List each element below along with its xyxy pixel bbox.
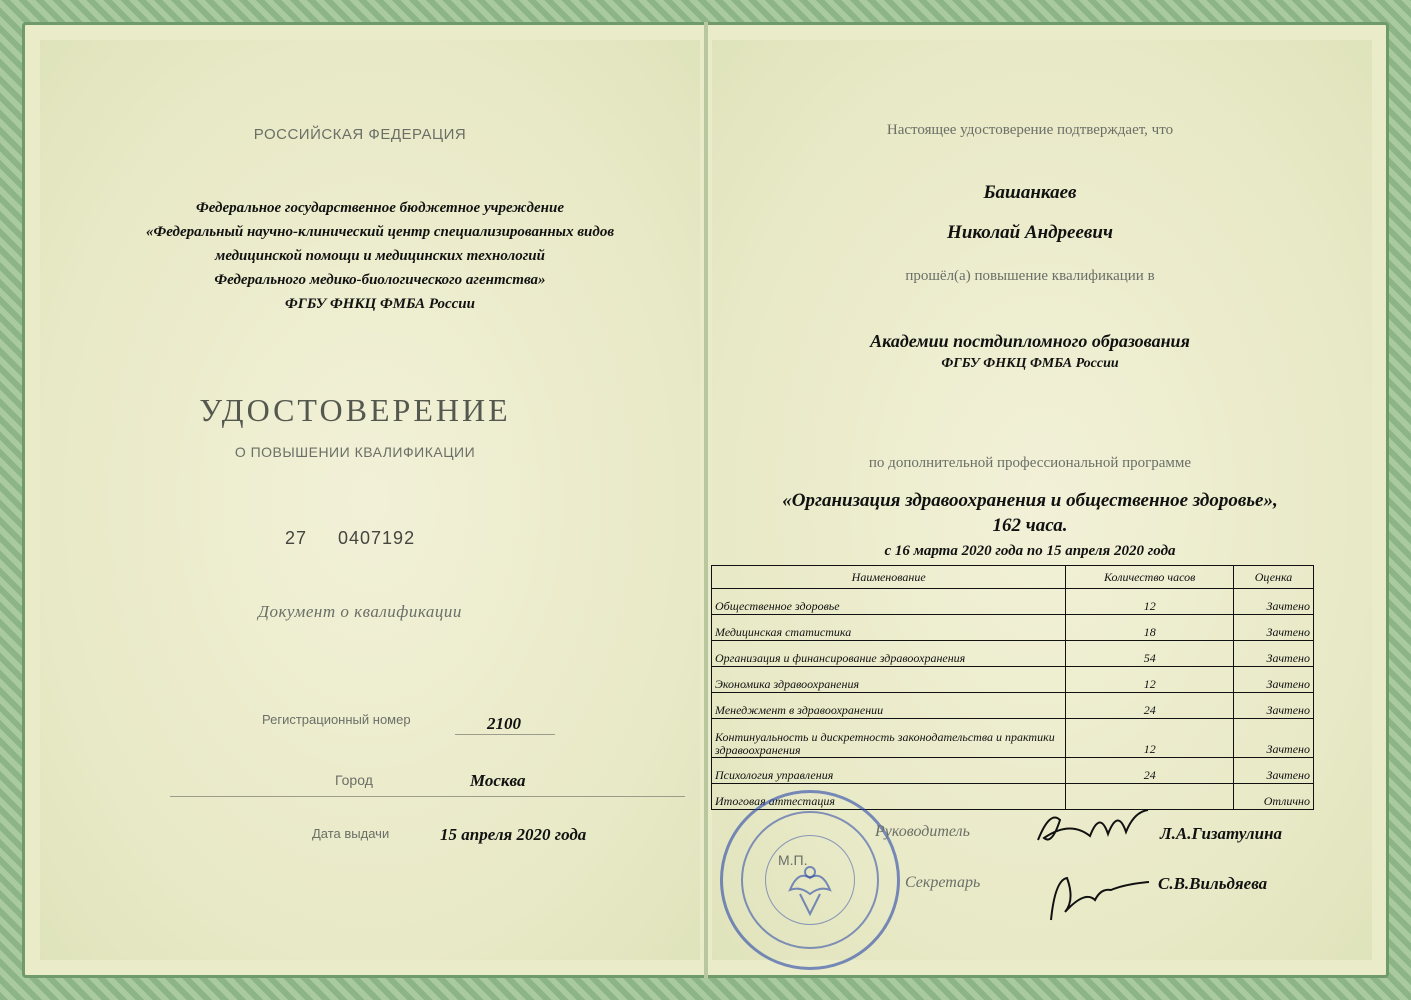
subject-grade: Зачтено (1234, 719, 1314, 758)
institution-line: медицинской помощи и медицинских технологий (215, 248, 545, 264)
secretary-signature-icon (1045, 860, 1155, 930)
subject-hours: 12 (1066, 589, 1234, 615)
program-hours: 162 часа. (992, 515, 1068, 536)
document-series: 27 (285, 528, 308, 548)
table-row (712, 758, 1314, 784)
subject-name: Экономика здравоохранения (712, 667, 1066, 693)
organization-line-2: ФГБУ ФНКЦ ФМБА России (941, 356, 1119, 371)
table-row (712, 589, 1314, 615)
official-seal (720, 790, 900, 970)
institution-line: «Федеральный научно-клинический центр специализированных видов (145, 224, 615, 240)
country-heading: РОССИЙСКАЯ ФЕДЕРАЦИЯ (253, 126, 467, 143)
subject-name: Общественное здоровье (712, 589, 1066, 615)
document-subtitle: О ПОВЫШЕНИИ КВАЛИФИКАЦИИ (234, 444, 476, 460)
subject-name: Медицинская статистика (712, 615, 1066, 641)
registration-number: 2100 (487, 714, 521, 733)
table-header-row (712, 566, 1314, 589)
subjects-table (711, 565, 1314, 810)
table-row (712, 641, 1314, 667)
program-period: с 16 марта 2020 года по 15 апреля 2020 года (884, 543, 1176, 559)
table-row (712, 667, 1314, 693)
table-row (712, 615, 1314, 641)
subject-grade: Зачтено (1234, 641, 1314, 667)
passed-text: прошёл(а) повышение квалификации в (905, 268, 1155, 284)
column-header-name: Наименование (712, 566, 1066, 589)
institution-line: Федеральное государственное бюджетное учреждение (196, 200, 564, 216)
issue-date-value: 15 апреля 2020 года (440, 825, 587, 844)
institution-line: ФГБУ ФНКЦ ФМБА России (285, 296, 475, 312)
institution-line: Федерального медико-биологического агентства» (214, 272, 546, 288)
document-title: УДОСТОВЕРЕНИЕ (199, 392, 511, 428)
subject-grade: Отлично (1234, 784, 1314, 810)
table-row (712, 693, 1314, 719)
column-header-hours: Количество часов (1066, 566, 1234, 589)
subject-grade: Зачтено (1234, 615, 1314, 641)
city-label: Город (335, 772, 373, 788)
table-row (712, 719, 1314, 758)
secretary-name: С.В.Вильдяева (1158, 874, 1268, 893)
head-signature-icon (1030, 800, 1160, 860)
city-underline (170, 796, 685, 797)
confirm-text: Настоящее удостоверение подтверждает, что (886, 122, 1174, 138)
subject-hours: 18 (1066, 615, 1234, 641)
subject-name: Итоговая аттестация (712, 784, 1066, 810)
document-type: Документ о квалификации (258, 602, 462, 621)
subject-name: Организация и финансирование здравоохранения (712, 641, 1066, 667)
subject-grade: Зачтено (1234, 667, 1314, 693)
head-name: Л.А.Гизатулина (1160, 824, 1283, 843)
issue-date-label: Дата выдачи (312, 826, 390, 841)
subject-hours: 24 (1066, 758, 1234, 784)
subject-hours: 24 (1066, 693, 1234, 719)
subject-grade: Зачтено (1234, 758, 1314, 784)
head-label: Руководитель (875, 823, 970, 840)
secretary-label: Секретарь (905, 874, 981, 891)
registration-label: Регистрационный номер (262, 712, 411, 727)
program-label: по дополнительной профессиональной программе (868, 455, 1192, 471)
left-page (40, 40, 700, 960)
subject-hours: 12 (1066, 719, 1234, 758)
page-fold (704, 22, 708, 978)
registration-underline (455, 734, 555, 735)
subject-name: Менеджмент в здравоохранении (712, 693, 1066, 719)
holder-name: Николай Андреевич (947, 222, 1113, 243)
organization-line-1: Академии постдипломного образования (870, 331, 1190, 351)
program-title: «Организация здравоохранения и общественное здоровье», (782, 490, 1278, 511)
subject-hours: 12 (1066, 667, 1234, 693)
subject-hours: 54 (1066, 641, 1234, 667)
column-header-grade: Оценка (1234, 566, 1314, 589)
double-headed-eagle-icon (720, 790, 900, 970)
city-value: Москва (470, 771, 526, 790)
subject-grade: Зачтено (1234, 693, 1314, 719)
institution-block (80, 196, 680, 316)
stamp-placeholder: М.П. (778, 852, 808, 868)
subject-name: Континуальность и дискретность законодательства и практики здравоохранения (712, 719, 1066, 758)
holder-surname: Башанкаев (983, 182, 1077, 203)
document-number: 0407192 (338, 528, 416, 548)
subject-grade: Зачтено (1234, 589, 1314, 615)
subject-name: Психология управления (712, 758, 1066, 784)
